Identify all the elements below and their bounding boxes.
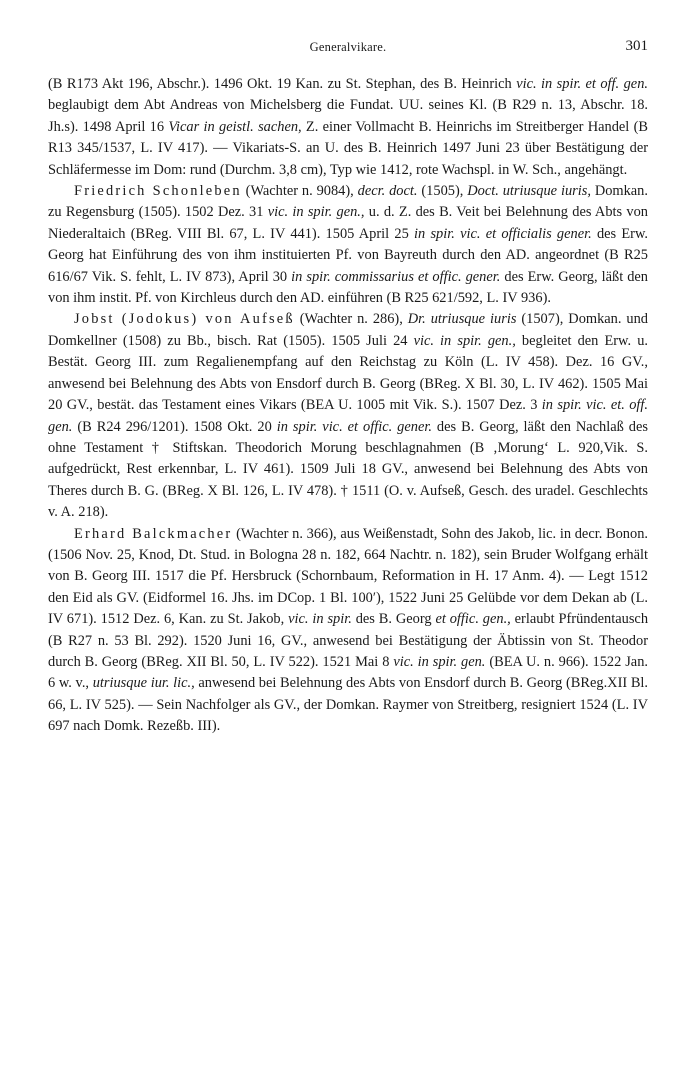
paragraph (48, 309, 648, 523)
text-segment: Domkan. zu Regensburg (1505). 1502 Dez. 31 (48, 183, 648, 221)
text-segment: anwesend bei Belehnung des Abts von Ensdorf durch B. Georg (BReg.XII Bl. 66, L. IV 525). — Sein Nachfolger als GV., der Domkan. Raymer von Streitberg, resigniert 1524 (L. IV 697 nach Domk. Rezeßb. III). (48, 675, 649, 735)
latin-phrase: vic. in spir. gen., (413, 332, 516, 349)
text-segment: begleitet den Erw. u. Bestät. Georg III. zum Regalienempfang auf den Reichstag zu Köln (L. IV 458). Dez. 16 GV., anwesend bei Belehnung des Abts von Ensdorf durch B. Georg (BReg. X Bl. 30, L. IV 462). 1505 Mai 20 GV., bestät. das Testament eines Vikars (BEA U. 1005 mit Vik. S.). 1507 Dez. 3 (48, 332, 648, 414)
text-segment: Z. einer Vollmacht B. Heinrichs im Streitberger Handel (B R13 345/1537, L. IV 417). — Vikariats-S. an U. des B. Heinrich 1497 Juni 23 über Bestätigung der Schläfermesse im Dom: rund (Durchm. 3,8 cm), Typ wie 1412, rote Wachspl. in W. Sch., angehängt. (48, 118, 648, 178)
latin-phrase: in spir. vic. et offic. gener. (276, 418, 432, 435)
text-segment: (1507), Domkan. und Domkellner (1508) zu Bb., bisch. Rat (1505). 1505 Juli 24 (48, 311, 648, 349)
text-segment: des B. Georg (351, 611, 436, 628)
paragraph (48, 181, 648, 309)
person-name: Erhard Balckmacher (74, 525, 233, 542)
text-segment: (Wachter n. 366), aus Weißenstadt, Sohn des Jakob, lic. in decr. Bonon. (1506 Nov. 25, Knod, Dt. Stud. in Bologna 28 n. 182, 664 Nachtr. n. 182), sein Bruder Wolfgang erhält von B. Georg III. 1517 die Pf. Hersbruck (Schornbaum, Reformation in H. 17 Anm. 4). — Legt 1512 den Eid als GV. (Eidformel 16. Jhs. im DCop. 1 Bl. 100′), 1522 Juni 25 Gelübde vor dem Dekan ab (L. IV 671). 1512 Dez. 6, Kan. zu St. Jakob, (48, 525, 648, 628)
text-segment: des Erw. Georg, läßt den von ihm instit. Pf. von Kirchleus durch den AD. einführen (B R25 621/592, L. IV 936). (48, 268, 649, 307)
latin-phrase: Doct. utriusque iuris, (467, 183, 591, 200)
latin-phrase: utriusque iur. lic., (92, 675, 195, 692)
latin-phrase: et offic. gen., (435, 611, 511, 628)
text-segment: des Erw. Georg hat Einführung des von ihm instituierten Pf. von Bayreuth durch den AD. angeordnet (B R25 616/67 Vik. S. fehlt, L. IV 873), April 30 (48, 225, 648, 285)
text-segment: erlaubt Pfründentausch (B R27 n. 53 Bl. 292). 1520 Juni 16, GV., anwesend bei Bestätigung der Äbtissin von St. Theodor durch B. Georg (BReg. XII Bl. 50, L. IV 522). 1521 Mai 8 (48, 611, 649, 670)
body-text (48, 74, 648, 738)
page-number: 301 (625, 38, 648, 54)
page-header (48, 40, 648, 60)
latin-phrase: vic. in spir. (288, 611, 352, 628)
latin-phrase: Vicar in geistl. sachen, (168, 118, 302, 135)
latin-phrase: in spir. vic. et. off. gen. (48, 397, 649, 435)
person-name: Friedrich Schonleben (74, 183, 242, 200)
text-segment: des B. Georg, läßt den Nachlaß des ohne Testament † Stiftskan. Theodorich Morung beschlagnahmen (B ‚Morung‘ L. 920,Vik. S. aufgedrückt, Rest erkennbar, L. IV 461). 1509 Juli 18 GV., anwesend bei Belehnung des Abts von Theres durch B. G. (BReg. X Bl. 126, L. IV 478). † 1511 (O. v. Aufseß, Gesch. des uradel. Geschlechts v. A. 218). (48, 418, 648, 521)
running-title: Generalvikare. (309, 40, 387, 54)
text-segment: (Wachter n. 9084), (241, 183, 358, 200)
latin-phrase: vic. in spir. et off. gen. (516, 76, 648, 92)
text-segment: (BEA U. n. 966). 1522 Jan. 6 w. v., (48, 653, 648, 692)
text-segment: (1505), (417, 183, 468, 200)
latin-phrase: Dr. utriusque iuris (407, 311, 517, 328)
latin-phrase: vic. in spir. gen., (267, 204, 365, 221)
paragraph (48, 524, 648, 738)
latin-phrase: decr. doct. (357, 183, 418, 200)
latin-phrase: in spir. commissarius et offic. gener. (291, 268, 501, 285)
latin-phrase: in spir. vic. et officialis gener. (414, 225, 592, 242)
text-segment: (B R173 Akt 196, Abschr.). 1496 Okt. 19 Kan. zu St. Stephan, des B. Heinrich (48, 76, 517, 92)
paragraph (48, 74, 648, 181)
text-segment: beglaubigt dem Abt Andreas von Michelsberg die Fundat. UU. seines Kl. (B R29 n. 13, Abschr. 18. Jh.s). 1498 April 16 (48, 97, 648, 135)
text-segment: (Wachter n. 286), (294, 311, 408, 328)
text-segment: u. d. Z. des B. Veit bei Belehnung des Abts von Niederaltaich (BReg. VIII Bl. 67, L. IV 441). 1505 April 25 (48, 204, 648, 242)
text-segment: (B R24 296/1201). 1508 Okt. 20 (72, 418, 277, 435)
person-name: Jobst (Jodokus) von Aufseß (74, 311, 295, 328)
latin-phrase: vic. in spir. gen. (393, 653, 486, 670)
